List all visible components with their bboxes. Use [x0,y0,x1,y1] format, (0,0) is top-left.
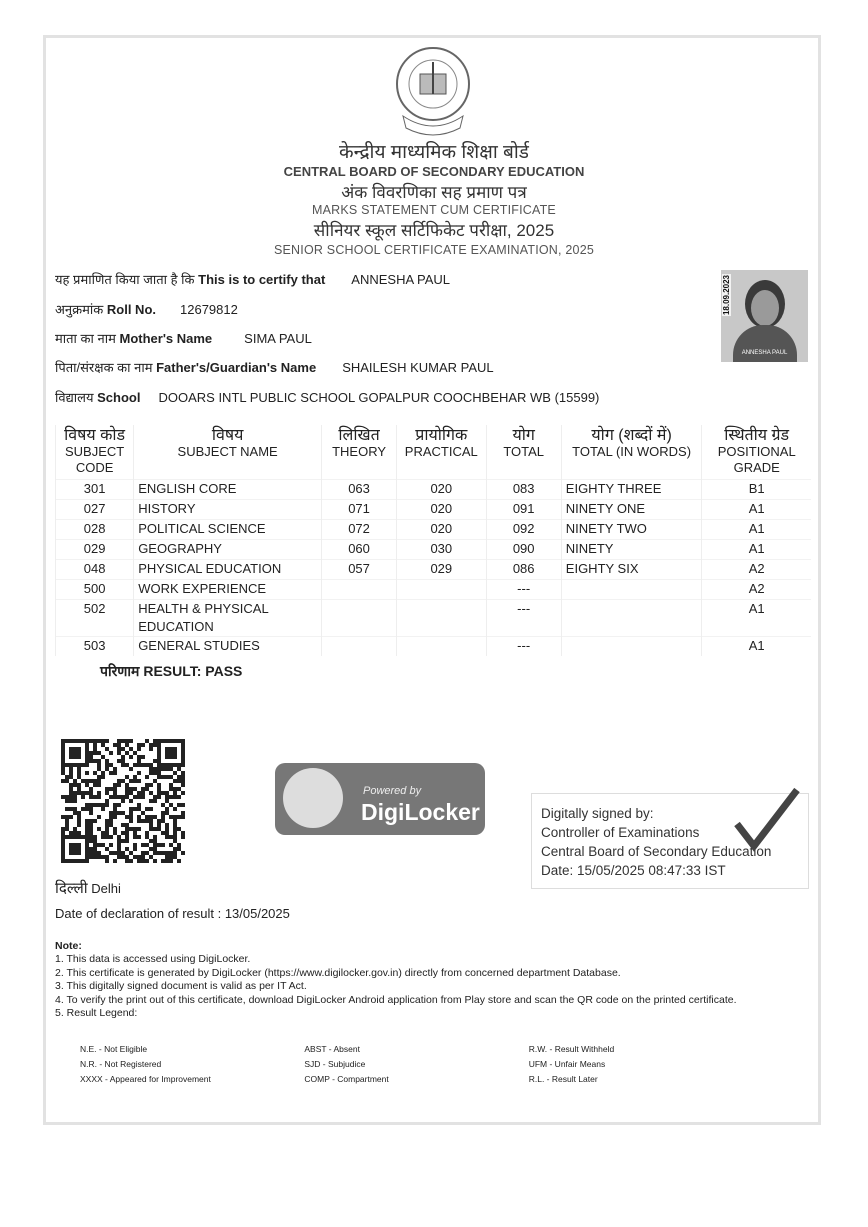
table-cell [397,580,487,600]
table-cell: 060 [322,540,397,560]
header-hindi: स्थितीय ग्रेड [724,427,790,444]
board-name: CENTRAL BOARD OF SECONDARY EDUCATION [283,164,585,179]
table-cell [561,637,702,657]
sig-line: Digitally signed by: [541,806,654,821]
school-name: DOOARS INTL PUBLIC SCHOOL GOPALPUR COOCHBEHAR WB (15599) [158,390,600,405]
exam-title: SENIOR SCHOOL CERTIFICATE EXAMINATION, 2025 [273,243,594,257]
notes-title: Note: [55,940,82,952]
father-name: SHAILESH KUMAR PAUL [342,360,494,375]
column-header [561,425,702,480]
column-header [702,425,811,480]
table-row [56,540,812,560]
table-cell: 029 [397,560,487,580]
table-cell: 301 [56,480,134,500]
table-cell: A1 [702,500,811,520]
table-cell: --- [486,637,561,657]
legend-item: N.E. - Not Eligible [80,1044,148,1054]
exam-title-hindi: सीनियर स्कूल सर्टिफिकेट परीक्षा, 2025 [313,221,555,240]
header-hindi: लिखित [338,427,380,444]
table-cell: 020 [397,520,487,540]
mother-name: SIMA PAUL [244,331,312,346]
certify-label-hi: यह प्रमाणित किया जाता है कि [55,272,195,287]
declaration-date: Date of declaration of result : 13/05/2025 [55,906,290,921]
column-header [486,425,561,480]
photo-caption: ANNESHA PAUL [741,350,788,356]
table-row [56,637,812,657]
digilocker-brand: DigiLocker [361,799,480,825]
table-cell: NINETY ONE [561,500,702,520]
table-cell [397,637,487,657]
checkmark-icon [732,786,802,856]
header-text: POSITIONAL GRADE [717,444,796,475]
table-row [56,600,812,637]
table-cell: NINETY [561,540,702,560]
table-cell: --- [486,600,561,637]
table-cell: 063 [322,480,397,500]
table-cell: --- [486,580,561,600]
table-cell: 502 [56,600,134,637]
student-name: ANNESHA PAUL [351,272,451,287]
note-item: 5. Result Legend: [55,1007,138,1020]
legend-item: COMP - Compartment [304,1074,389,1084]
header-hindi: प्रायोगिक [415,427,468,444]
header-text: SUBJECT NAME [177,444,278,459]
table-cell [322,637,397,657]
table-cell: POLITICAL SCIENCE [134,520,322,540]
header-text: SUBJECT CODE [64,444,125,475]
table-cell: EIGHTY SIX [561,560,702,580]
table-cell [561,580,702,600]
school-label-hi: विद्यालय [55,390,94,405]
table-row [56,580,812,600]
table-cell: GENERAL STUDIES [134,637,322,657]
sig-date: Date: 15/05/2025 08:47:33 IST [541,863,726,878]
table-cell: 020 [397,480,487,500]
digital-signature [531,793,809,889]
table-cell: A2 [702,560,811,580]
mother-label-hi: माता का नाम [55,331,116,346]
header-text: TOTAL [503,444,545,459]
table-cell: 072 [322,520,397,540]
digilocker-badge [275,763,485,835]
note-item: 2. This certificate is generated by DigiLocker (https://www.digilocker.gov.in) directly from concerned department Database. [55,966,621,979]
roll-number: 12679812 [180,302,238,317]
note-item: 4. To verify the print out of this certificate, download DigiLocker Android application from Play store and scan the QR code on the printed certificate. [55,993,737,1006]
table-cell: A1 [702,540,811,560]
table-cell: 027 [56,500,134,520]
column-header [397,425,487,480]
table-cell: A1 [702,600,811,637]
legend-item: N.R. - Not Registered [80,1059,162,1069]
legend-item: R.W. - Result Withheld [528,1044,615,1054]
doc-title: MARKS STATEMENT CUM CERTIFICATE [312,203,556,217]
digilocker-icon [283,768,343,828]
result-label-hi: परिणाम [100,663,140,679]
table-cell: HISTORY [134,500,322,520]
table-cell: ENGLISH CORE [134,480,322,500]
father-label-hi: पिता/संरक्षक का नाम [55,360,153,375]
notes [55,940,775,1020]
sig-line: Controller of Examinations [541,825,700,840]
table-cell [561,600,702,637]
column-header [322,425,397,480]
sig-line: Central Board of Secondary Education [541,844,772,859]
table-cell: EIGHTY THREE [561,480,702,500]
header-hindi: योग (शब्दों में) [591,427,672,444]
table-cell: 090 [486,540,561,560]
cbse-logo [388,44,478,136]
legend-item: XXXX - Appeared for Improvement [80,1074,211,1084]
column-header [56,425,134,480]
table-cell: PHYSICAL EDUCATION [134,560,322,580]
table-row [56,560,812,580]
table-cell [397,600,487,637]
table-cell: B1 [702,480,811,500]
board-name-hindi: केन्द्रीय माध्यमिक शिक्षा बोर्ड [339,142,529,163]
table-cell: 029 [56,540,134,560]
table-cell: 091 [486,500,561,520]
table-cell: 092 [486,520,561,540]
student-photo [721,270,808,362]
legend-item: R.L. - Result Later [528,1074,598,1084]
header-text: THEORY [332,444,387,459]
table-cell: GEOGRAPHY [134,540,322,560]
result [100,662,242,681]
powered-by: Powered by [363,785,422,797]
certify-label: This is to certify that [198,272,326,287]
legend-item: ABST - Absent [304,1044,360,1054]
school-label: School [97,390,141,405]
marks-table [55,425,811,656]
header-hindi: विषय कोड [64,427,126,444]
result-text: RESULT: PASS [143,663,243,679]
table-cell: 503 [56,637,134,657]
father-label: Father's/Guardian's Name [156,360,317,375]
table-cell: A1 [702,520,811,540]
table-cell: A1 [702,637,811,657]
header-hindi: योग [512,427,535,444]
result-legend [80,1042,700,1087]
table-cell: WORK EXPERIENCE [134,580,322,600]
column-header [134,425,322,480]
table-cell: NINETY TWO [561,520,702,540]
table-row [56,480,812,500]
header-text: TOTAL (IN WORDS) [572,444,692,459]
note-item: 1. This data is accessed using DigiLocker. [55,953,251,966]
mother-label: Mother's Name [119,331,213,346]
doc-title-hindi: अंक विवरणिका सह प्रमाण पत्र [341,183,527,202]
place-hi: दिल्ली [55,880,88,897]
table-cell [322,580,397,600]
table-cell: HEALTH & PHYSICAL EDUCATION [134,600,322,637]
table-row [56,520,812,540]
table-cell: A2 [702,580,811,600]
table-cell: 071 [322,500,397,520]
header-text: PRACTICAL [404,444,478,459]
table-cell: 028 [56,520,134,540]
legend-item: UFM - Unfair Means [528,1059,606,1069]
table-cell: 500 [56,580,134,600]
note-item: 3. This digitally signed document is valid as per IT Act. [55,980,307,993]
legend-item: SJD - Subjudice [304,1059,366,1069]
table-cell: 086 [486,560,561,580]
roll-label: Roll No. [106,302,156,317]
place: Delhi [91,881,121,896]
table-cell: 057 [322,560,397,580]
roll-label-hi: अनुक्रमांक [55,302,104,317]
table-cell: 020 [397,500,487,520]
table-cell [322,600,397,637]
table-cell: 030 [397,540,487,560]
qr-code[interactable] [60,738,186,864]
photo-date: 18.09.2023 [722,275,731,316]
header-hindi: विषय [211,427,244,444]
table-cell: 083 [486,480,561,500]
table-cell: 048 [56,560,134,580]
table-row [56,500,812,520]
